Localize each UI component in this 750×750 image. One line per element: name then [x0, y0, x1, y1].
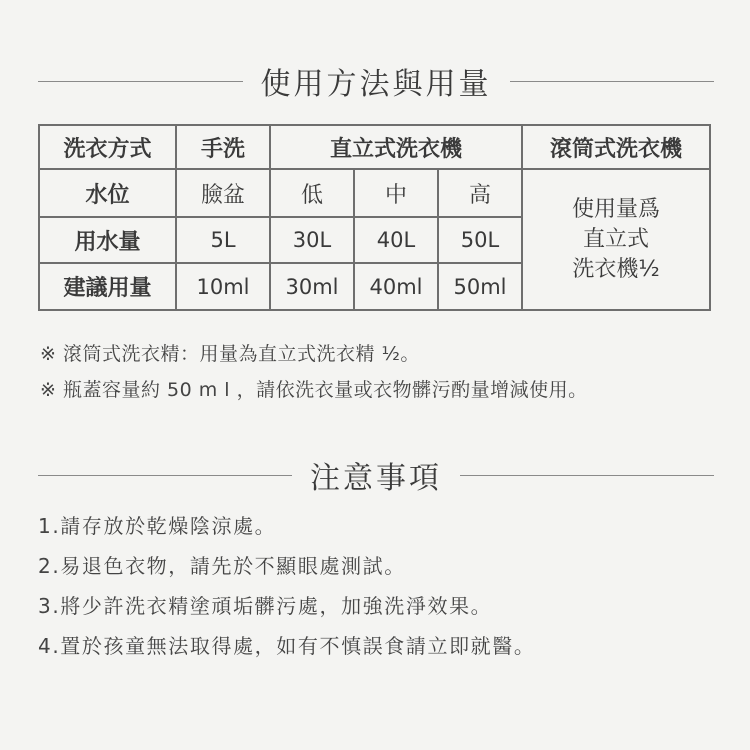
cell-dosage-low: 30ml: [270, 263, 354, 310]
caution-list: [38, 506, 535, 666]
header-drum: 滾筒式洗衣機: [522, 125, 710, 169]
cell-drum-note: [522, 169, 710, 310]
usage-section-title: 使用方法與用量: [260, 67, 492, 102]
cell-level-high: 高: [438, 169, 522, 217]
cell-dosage-mid: 40ml: [354, 263, 438, 310]
caution-section-title: 注意事項: [310, 461, 442, 496]
row-label-water-level: 水位: [39, 169, 176, 217]
cell-level-low: 低: [270, 169, 354, 217]
drum-note-text: [523, 195, 709, 285]
header-method: 洗衣方式: [39, 125, 176, 169]
cell-hand-water-amount: 5L: [176, 217, 270, 263]
header-top-load: 直立式洗衣機: [270, 125, 522, 169]
table-row-water-level: [39, 169, 710, 217]
cell-water-high: 50L: [438, 217, 522, 263]
cell-water-low: 30L: [270, 217, 354, 263]
caution-item: 1.請存放於乾燥陰涼處。: [38, 514, 277, 538]
note-drum-dosage: ※ 滾筒式洗衣精：用量為直立式洗衣精 ½。: [40, 343, 420, 365]
usage-notes: [40, 336, 588, 408]
heading-divider-left: [38, 81, 243, 82]
caution-item: 2.易退色衣物，請先於不顯眼處測試。: [38, 554, 406, 578]
drum-note-line: 洗衣機½: [572, 256, 660, 282]
caution-section-heading: [38, 452, 714, 498]
caution-item: 3.將少許洗衣精塗頑垢髒污處，加強洗淨效果。: [38, 594, 493, 618]
cell-dosage-high: 50ml: [438, 263, 522, 310]
heading-divider-left: [38, 475, 292, 476]
cell-level-mid: 中: [354, 169, 438, 217]
heading-divider-right: [460, 475, 714, 476]
usage-table: [38, 124, 711, 311]
header-hand-wash: 手洗: [176, 125, 270, 169]
drum-note-line: 使用量爲: [571, 196, 660, 222]
cell-water-mid: 40L: [354, 217, 438, 263]
note-cap-capacity: ※ 瓶蓋容量約 50 m l ，請依洗衣量或衣物髒污酌量增減使用。: [40, 379, 588, 401]
cell-hand-dosage: 10ml: [176, 263, 270, 310]
row-label-dosage: 建議用量: [39, 263, 176, 310]
heading-divider-right: [510, 81, 715, 82]
caution-item: 4.置於孩童無法取得處，如有不慎誤食請立即就醫。: [38, 634, 536, 658]
row-label-water-amount: 用水量: [39, 217, 176, 263]
cell-hand-water-level: 臉盆: [176, 169, 270, 217]
usage-section-heading: [38, 58, 714, 104]
drum-note-line: 直立式: [582, 226, 649, 252]
table-header-row: [39, 125, 710, 169]
